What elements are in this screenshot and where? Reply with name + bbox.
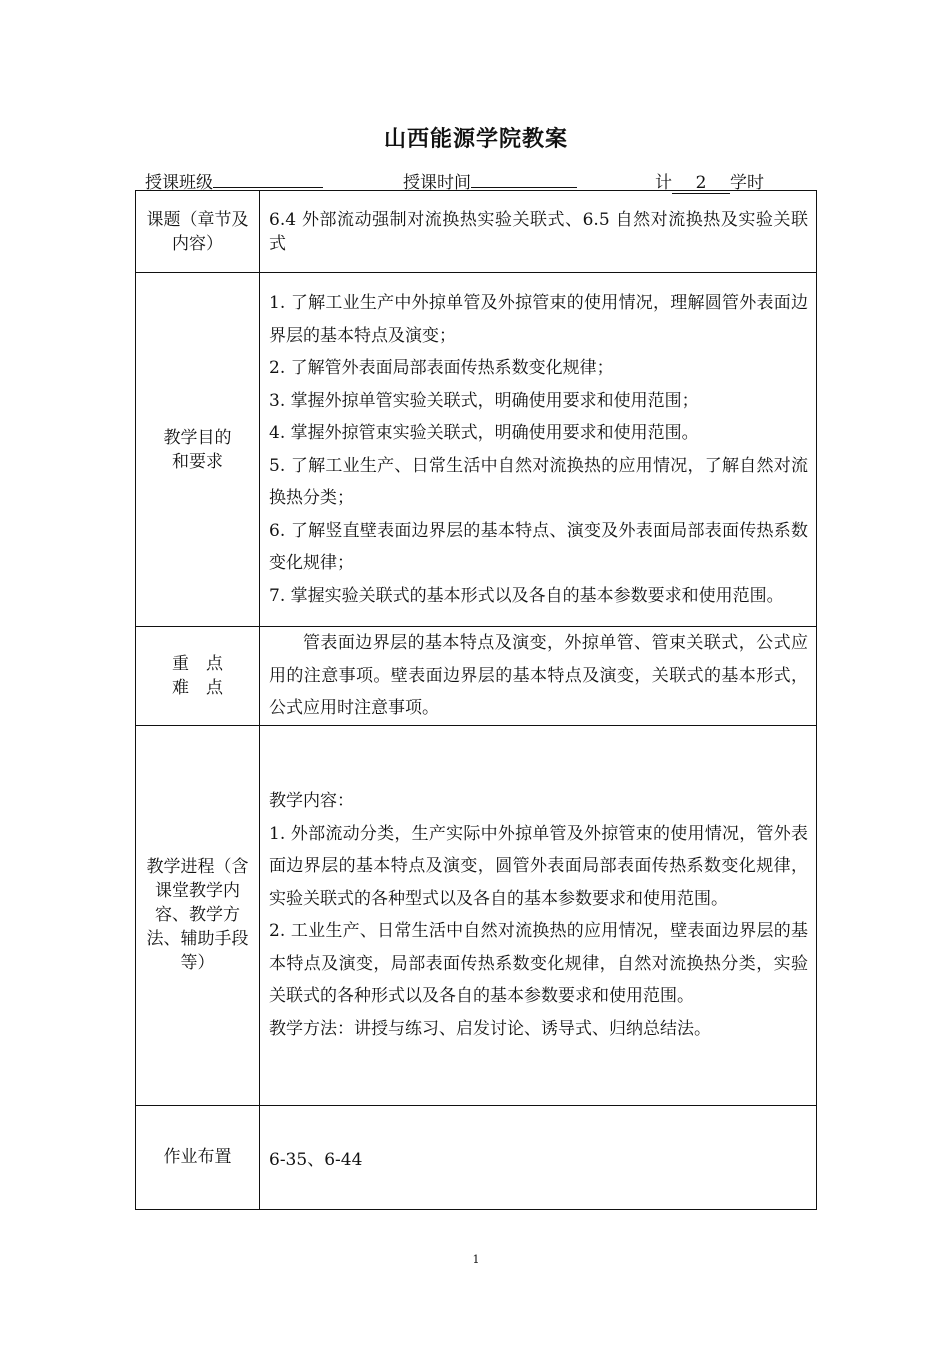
time-value xyxy=(471,187,577,188)
homework-content: 6-35、6-44 xyxy=(269,1149,363,1170)
class-label: 授课班级 xyxy=(145,173,213,193)
process-row xyxy=(136,725,817,1105)
topic-content-cell xyxy=(260,191,817,273)
key-points-label: 重 点 xyxy=(172,653,223,674)
document-title: 山西能源学院教案 xyxy=(383,127,568,152)
objectives-row xyxy=(136,273,817,627)
homework-row xyxy=(136,1105,817,1209)
homework-content-cell xyxy=(260,1105,817,1209)
process-content-cell xyxy=(260,725,817,1105)
objective-item: 1. 了解工业生产中外掠单管及外掠管束的使用情况，理解圆管外表面边界层的基本特点及演变； xyxy=(269,293,808,346)
teaching-method: 教学方法：讲授与练习、启发讨论、诱导式、归纳总结法。 xyxy=(269,1018,711,1039)
difficulties-label: 难 点 xyxy=(172,677,223,698)
key-points-row xyxy=(136,627,817,726)
objective-item: 2. 了解管外表面局部表面传热系数变化规律； xyxy=(269,358,614,378)
objective-item: 7. 掌握实验关联式的基本形式以及各自的基本参数要求和使用范围。 xyxy=(269,585,784,606)
process-item-1: 1. 外部流动分类，生产实际中外掠单管及外掠管束的使用情况，管外表面边界层的基本特点及演变，圆管外表面局部表面传热系数变化规律，实验关联式的各种型式以及各自的基本参数要求和使用范围。 xyxy=(269,823,808,909)
topic-label-cell xyxy=(136,191,260,273)
class-value xyxy=(213,187,323,188)
process-label-cell xyxy=(136,725,260,1105)
lesson-plan-table xyxy=(135,190,817,1210)
process-label: 教学进程（含课堂教学内容、教学方法、辅助手段等） xyxy=(146,857,249,973)
process-heading: 教学内容： xyxy=(269,791,354,811)
total-hours-value: 2 xyxy=(672,173,730,194)
homework-label: 作业布置 xyxy=(163,1147,232,1167)
objective-item: 5. 了解工业生产、日常生活中自然对流换热的应用情况，了解自然对流换热分类； xyxy=(269,455,808,508)
time-label: 授课时间 xyxy=(403,173,471,193)
key-points-label-cell xyxy=(136,627,260,726)
key-points-content: 管表面边界层的基本特点及演变，外掠单管、管束关联式，公式应用的注意事项。壁表面边界层的基本特点及演变，关联式的基本形式，公式应用时注意事项。 xyxy=(269,633,808,718)
topic-label: 课题（章节及内容） xyxy=(146,209,249,254)
objective-item: 3. 掌握外掠单管实验关联式，明确使用要求和使用范围； xyxy=(269,390,699,411)
objectives-label-cell xyxy=(136,273,260,627)
total-prefix: 计 xyxy=(655,173,672,193)
topic-content: 6.4 外部流动强制对流换热实验关联式、6.5 自然对流换热及实验关联式 xyxy=(269,209,808,254)
objective-item: 6. 了解竖直壁表面边界层的基本特点、演变及外表面局部表面传热系数变化规律； xyxy=(269,520,808,573)
objective-item: 4. 掌握外掠管束实验关联式，明确使用要求和使用范围。 xyxy=(269,423,699,443)
objectives-content-cell xyxy=(260,273,817,627)
page-number: 1 xyxy=(472,1253,480,1266)
topic-row xyxy=(136,191,817,273)
objectives-label: 教学目的和要求 xyxy=(163,427,232,472)
key-points-content-cell xyxy=(260,627,817,726)
homework-label-cell xyxy=(136,1105,260,1209)
process-item-2: 2. 工业生产、日常生活中自然对流换热的应用情况，壁表面边界层的基本特点及演变，局部表面传热系数变化规律，自然对流换热分类，实验关联式的各种形式以及各自的基本参数要求和使用范围。 xyxy=(269,921,808,1006)
total-suffix: 学时 xyxy=(730,173,764,193)
